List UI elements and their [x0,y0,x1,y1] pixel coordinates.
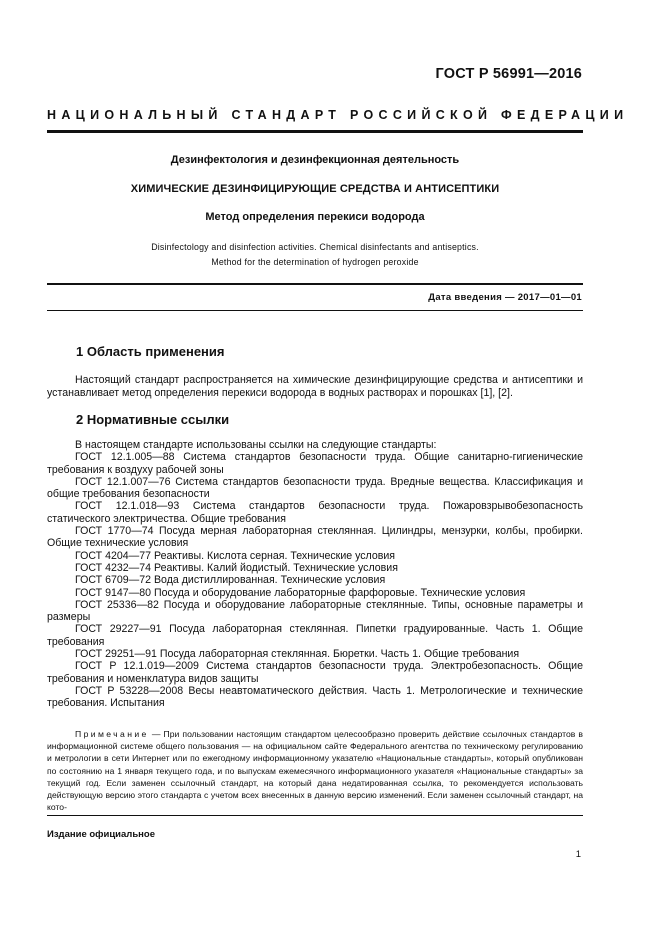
section-1-text [47,374,583,399]
page-number: 1 [575,849,581,860]
reference-item: ГОСТ 12.1.007—76 Система стандартов безопасности труда. Вредные вещества. Классификация и общие требования безопасности [47,475,583,501]
title-english-line1: Disinfectology and disinfection activities. Chemical disinfectants and antiseptics. [151,242,479,252]
edition-label: Издание официальное [47,829,155,840]
reference-item: ГОСТ 12.1.005—88 Система стандартов безопасности труда. Общие санитарно-гигиенические требования к воздуху рабочей зоны [47,451,583,476]
footer-divider [47,815,583,816]
title-english [47,240,583,270]
section-1-title: 1 Область применения [76,344,225,359]
reference-item: ГОСТ 12.1.018—93 Система стандартов безопасности труда. Пожаровзрывобезопасность статического электричества. Общие требования [47,500,583,525]
introduction-date: Дата введения — 2017—01—01 [428,292,582,303]
reference-item: ГОСТ 4232—74 Реактивы. Калий йодистый. Технические условия [75,561,398,574]
title-main: ХИМИЧЕСКИЕ ДЕЗИНФИЦИРУЮЩИЕ СРЕДСТВА И АНТИСЕПТИКИ [130,183,500,195]
reference-item: ГОСТ 25336—82 Посуда и оборудование лабораторные стеклянные. Типы, основные параметры и размеры [47,598,583,624]
section-1-paragraph: Настоящий стандарт распространяется на химические дезинфицирующие средства и антисептики и устанавливает метод определения перекиси водорода в водных растворах и порошках [1], [2]. [47,374,583,399]
title-domain: Дезинфектология и дезинфекционная деятельность [170,154,460,166]
reference-item: ГОСТ 9147—80 Посуда и оборудование лабораторные фарфоровые. Технические условия [75,586,526,599]
title-method: Метод определения перекиси водорода [205,211,425,223]
reference-item: ГОСТ 4204—77 Реактивы. Кислота серная. Технические условия [75,549,396,562]
reference-item: ГОСТ 6709—72 Вода дистиллированная. Технические условия [75,574,386,587]
reference-item: ГОСТ 29227—91 Посуда лабораторная стеклянная. Пипетки градуированные. Часть 1. Общие требования [47,623,583,648]
date-divider [47,310,583,311]
title-divider [47,283,583,285]
standard-number: ГОСТ Р 56991—2016 [435,66,582,82]
header-divider [47,130,583,133]
reference-item: ГОСТ Р 53228—2008 Весы неавтоматического действия. Часть 1. Метрологические и технические требования. Испытания [47,684,583,710]
note-label: Примечание [75,729,149,739]
national-standard-banner: НАЦИОНАЛЬНЫЙ СТАНДАРТ РОССИЙСКОЙ ФЕДЕРАЦИИ [47,108,629,122]
references-list [47,439,583,710]
note-block [47,728,583,813]
section-2-title: 2 Нормативные ссылки [76,412,230,427]
reference-item: ГОСТ 1770—74 Посуда мерная лабораторная стеклянная. Цилиндры, мензурки, колбы, пробирки. Общие технические условия [47,525,583,550]
reference-item: ГОСТ 29251—91 Посуда лабораторная стеклянная. Бюретки. Часть 1. Общие требования [75,648,520,661]
reference-item: ГОСТ Р 12.1.019—2009 Система стандартов безопасности труда. Электробезопасность. Общие требования и номенклатура видов защиты [47,660,583,685]
note-text: — При пользовании настоящим стандартом целесообразно проверить действие ссылочных стандартов в информационной системе общего пользования — на официальном сайте Федерального агентства по техническому регулированию и метрологии в сети Интернет или по ежегодному информационному указателю «Национальные стандарты», который опубликован по состоянию на 1 января текущего года, и по выпускам ежемесячного информационного указателя «Национальные стандарты» за текущий год. Если заменен ссылочный стандарт, на который дана недатированная ссылка, то рекомендуется использовать действующую версию этого стандарта с учетом всех внесенных в данную версию изменений. Если заменен ссылочный стандарт, на кото- [47,729,583,813]
references-intro: В настоящем стандарте использованы ссылки на следующие стандарты: [75,439,437,451]
title-english-line2: Method for the determination of hydrogen peroxide [211,257,419,267]
